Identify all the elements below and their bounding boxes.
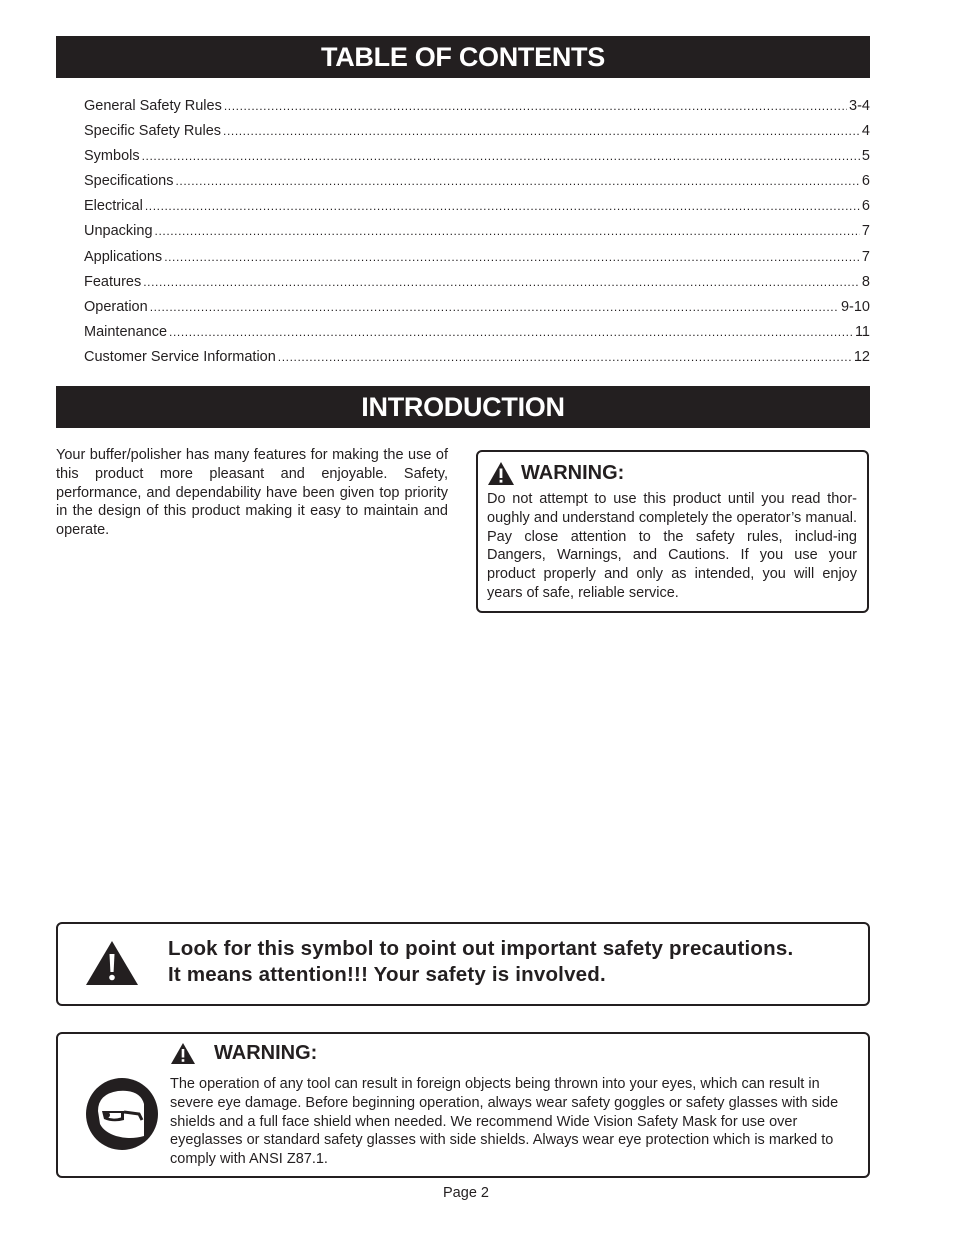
- toc-entry: [84, 220, 870, 245]
- warning-triangle-icon: [170, 1042, 196, 1065]
- toc-leader-dots: [155, 220, 860, 242]
- toc-leader-dots: [150, 296, 839, 318]
- safety-symbol-text: [168, 936, 858, 988]
- toc-entry-page: 6: [861, 173, 870, 190]
- eye-protection-warning: [56, 1032, 870, 1178]
- toc-entry: [84, 120, 870, 145]
- toc-entry: [84, 296, 870, 321]
- toc-entry: [84, 195, 870, 220]
- toc-leader-dots: [278, 346, 852, 368]
- toc-leader-dots: [169, 321, 853, 343]
- warning-text: Do not attempt to use this product until you read thor-oughly and understand completely the operator’s manual. Pay close attention to the safety rules, includ-ing Dangers, Warnings, and Cautions. If you use your product properly and only as intended, you will enjoy years of safe, reliable service.: [487, 491, 857, 601]
- toc-entry-page: 4: [861, 123, 870, 140]
- toc-entry-page: 12: [853, 348, 870, 365]
- toc-leader-dots: [145, 195, 860, 217]
- toc-entry-title: Applications: [84, 248, 163, 265]
- toc-entry: [84, 95, 870, 120]
- warning-label: WARNING:: [521, 461, 625, 484]
- toc-entry-page: 11: [854, 323, 870, 340]
- toc-entry-title: Specific Safety Rules: [84, 123, 222, 140]
- operator-manual-warning: [476, 450, 869, 613]
- toc-entry-title: Customer Service Information: [84, 348, 276, 365]
- safety-symbol-line-1: Look for this symbol to point out important safety precautions.: [168, 937, 794, 960]
- safety-symbol-line-2: It means attention!!! Your safety is involved.: [168, 963, 606, 986]
- toc-leader-dots: [224, 95, 847, 117]
- page-number: Page 2: [443, 1185, 489, 1201]
- toc-entry-page: 8: [861, 273, 870, 290]
- toc-entry: [84, 246, 870, 271]
- eye-warning-text: The operation of any tool can result in foreign objects being thrown into your eyes, which can result in severe eye damage. Before beginning operation, always wear safety goggles or safety glasses with side shields and a full face shield when needed. We recommend Wide Vision Safety Mask for use over eyeglasses or standard safety glasses with side shields. Always wear eye protection which is marked to comply with ANSI Z87.1.: [170, 1076, 839, 1168]
- toc-entry: [84, 321, 870, 346]
- toc-entry: [84, 145, 870, 170]
- table-of-contents: [84, 95, 870, 371]
- introduction-heading: INTRODUCTION: [56, 386, 870, 428]
- toc-entry-title: Specifications: [84, 173, 174, 190]
- warning-label: WARNING:: [214, 1042, 318, 1064]
- toc-entry-page: 9-10: [840, 298, 870, 315]
- warning-triangle-icon: [487, 461, 515, 486]
- toc-entry-title: Operation: [84, 298, 148, 315]
- toc-heading: TABLE OF CONTENTS: [56, 36, 870, 78]
- toc-entry: [84, 346, 870, 371]
- toc-leader-dots: [223, 120, 860, 142]
- toc-entry-title: Features: [84, 273, 142, 290]
- toc-entry-page: 3-4: [849, 98, 870, 114]
- toc-entry-page: 7: [861, 248, 870, 265]
- introduction-paragraph: Your buffer/polisher has many features for making the use of this product more pleasant and enjoyable. Safety, performance, and dependability have been given top priority in the design of this product making it easy to maintain and operate.: [56, 447, 448, 539]
- toc-leader-dots: [142, 145, 860, 167]
- toc-entry: [84, 170, 870, 195]
- safety-symbol-notice: [56, 922, 870, 1006]
- toc-leader-dots: [175, 170, 859, 192]
- warning-triangle-icon: [85, 940, 139, 986]
- eye-warning-header: [170, 1042, 317, 1065]
- safety-mask-icon: [84, 1076, 160, 1152]
- toc-entry-page: 7: [861, 223, 870, 240]
- toc-entry-title: Symbols: [84, 148, 140, 165]
- toc-entry-page: 5: [861, 148, 870, 165]
- toc-entry-page: 6: [861, 198, 870, 215]
- toc-leader-dots: [143, 271, 860, 293]
- toc-leader-dots: [164, 246, 860, 268]
- toc-entry: [84, 271, 870, 296]
- toc-entry-title: Electrical: [84, 198, 143, 215]
- toc-entry-title: General Safety Rules: [84, 98, 222, 114]
- toc-entry-title: Unpacking: [84, 223, 153, 240]
- toc-entry-title: Maintenance: [84, 323, 168, 340]
- warning-header: [487, 458, 857, 488]
